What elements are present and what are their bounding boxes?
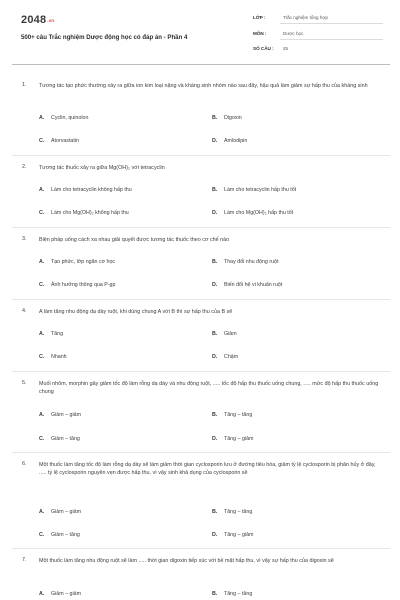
meta-key: LỚP : — [253, 15, 266, 20]
option-letter: B. — [212, 259, 218, 265]
question-divider — [12, 548, 390, 549]
option-text: Chậm — [224, 354, 239, 360]
option-letter: C. — [39, 138, 45, 144]
option-text: Nhanh — [51, 354, 67, 360]
meta-value: Trắc nghiệm tổng hợp — [283, 15, 328, 20]
question-text: Một thuốc làm tăng tốc độ làm rỗng dạ dày sẽ làm giảm thời gian cyclosporin lưu ở đường tiêu hóa, giảm tỷ lệ cyclosporin bị phân hủy ở đây, ..... tỷ lệ cyclosporin nguyên vẹn được hấp thu, vì vậy sinh khả dụng của cyclosporin sẽ — [39, 462, 376, 477]
option-d[interactable] — [212, 532, 253, 538]
option-text: Giảm — [224, 331, 237, 337]
option-b[interactable] — [212, 115, 242, 121]
option-letter: B. — [212, 509, 218, 515]
option-text: Cyclin, quinolon — [51, 115, 89, 121]
question-text: Tương tác tạo phức thường xảy ra giữa ion kim loại nặng và kháng sinh nhóm nào sau đây, hậu quả làm giảm sự hấp thu của kháng sinh — [39, 83, 368, 89]
option-b[interactable] — [212, 412, 252, 418]
meta-key: MÔN : — [253, 31, 267, 36]
question-text: Một thuốc làm tăng nhu động ruột sẽ làm ..... thời gian digoxin tiếp xúc với bề mặt hấp thu, vì vậy sự hấp thu của digoxin sẽ — [39, 558, 334, 564]
meta-key: SỐ CÂU : — [253, 46, 274, 51]
option-a[interactable] — [39, 591, 81, 597]
option-b[interactable] — [212, 331, 237, 337]
option-text: Digoxin — [224, 115, 242, 121]
option-text: Tăng – tăng — [224, 591, 253, 597]
option-text: Ảnh hưởng thông qua P-gp — [51, 282, 116, 288]
option-letter: D. — [212, 138, 218, 144]
option-letter: D. — [212, 354, 218, 360]
meta-divider — [280, 23, 383, 24]
document-header — [0, 0, 400, 62]
option-text: Giảm – giảm — [51, 509, 82, 515]
option-c[interactable] — [39, 282, 115, 288]
option-letter: A. — [39, 259, 45, 265]
option-letter: B. — [212, 187, 218, 193]
option-letter: B. — [212, 331, 218, 337]
option-text: Tăng – giảm — [224, 436, 254, 442]
option-b[interactable] — [212, 509, 252, 515]
option-c[interactable] — [39, 138, 79, 144]
question-number: 5. — [22, 380, 27, 386]
option-letter: B. — [212, 115, 218, 121]
option-c[interactable] — [39, 210, 129, 216]
question-number: 1. — [22, 82, 27, 88]
option-letter: C. — [39, 532, 45, 538]
question-divider — [12, 155, 390, 156]
option-letter: C. — [39, 210, 45, 216]
option-text: Atorvastatin — [51, 138, 79, 144]
option-text: Giảm – giảm — [51, 591, 82, 597]
question-divider — [12, 371, 390, 372]
question-text: Muối nhôm, morphin gây giảm tốc độ làm rỗng dạ dày và nhu động ruột, ..... tốc độ hấp thu thuốc uống chung, ..... mức độ hấp thu thuốc uống chung — [39, 381, 379, 396]
question-divider — [12, 299, 390, 300]
option-text: Tăng — [51, 331, 64, 337]
option-c[interactable] — [39, 532, 80, 538]
option-letter: B. — [212, 591, 218, 597]
option-text: Giảm – tăng — [51, 436, 80, 442]
option-a[interactable] — [39, 412, 81, 418]
option-d[interactable] — [212, 436, 253, 442]
option-d[interactable] — [212, 138, 247, 144]
option-a[interactable] — [39, 331, 63, 337]
option-text: Tăng – tăng — [224, 412, 253, 418]
logo-text: 2048 — [21, 14, 47, 26]
option-text: Tăng – giảm — [224, 532, 254, 538]
option-text: Thay đổi nhu động ruột — [224, 259, 279, 265]
option-letter: A. — [39, 187, 45, 193]
option-c[interactable] — [39, 436, 80, 442]
question-divider — [12, 227, 390, 228]
option-letter: C. — [39, 436, 45, 442]
option-text: Tạo phức, lớp ngăn cơ học — [51, 259, 116, 265]
option-text: Biến đổi hệ vi khuẩn ruột — [224, 282, 283, 288]
question-divider — [12, 452, 390, 453]
option-letter: A. — [39, 412, 45, 418]
question-number: 7. — [22, 557, 27, 563]
meta-value: 25 — [283, 46, 289, 51]
option-letter: D. — [212, 436, 218, 442]
option-letter: C. — [39, 282, 45, 288]
option-text: Giảm – giảm — [51, 412, 82, 418]
option-text: Amlodipin — [224, 138, 248, 144]
option-b[interactable] — [212, 591, 252, 597]
option-letter: A. — [39, 115, 45, 121]
question-number: 4. — [22, 308, 27, 314]
option-a[interactable] — [39, 187, 132, 193]
site-logo[interactable] — [21, 14, 54, 26]
question-text: Tương tác thuốc xảy ra giữa Mg(OH)₂ với tetracyclin — [39, 165, 165, 171]
question-number: 3. — [22, 236, 27, 242]
option-letter: A. — [39, 509, 45, 515]
question-number: 2. — [22, 164, 27, 170]
option-text: Làm cho tetracyclin không hấp thu — [51, 187, 132, 193]
option-letter: D. — [212, 282, 218, 288]
logo-suffix: .vn — [47, 18, 55, 23]
question-number: 6. — [22, 461, 27, 467]
option-text: Tăng – tăng — [224, 509, 253, 515]
option-b[interactable] — [212, 259, 278, 265]
option-c[interactable] — [39, 354, 67, 360]
option-letter: D. — [212, 532, 218, 538]
option-text: Làm cho Mg(OH)₂ không hấp thu — [51, 210, 129, 216]
option-b[interactable] — [212, 187, 296, 193]
option-a[interactable] — [39, 115, 88, 121]
option-letter: C. — [39, 354, 45, 360]
option-letter: A. — [39, 591, 45, 597]
question-text: Biện pháp uống cách xa nhau giải quyết được tương tác thuốc theo cơ chế nào — [39, 237, 230, 243]
option-d[interactable] — [212, 354, 238, 360]
page-title: 500+ câu Trắc nghiệm Dược động học có đáp án - Phần 4 — [21, 34, 188, 41]
header-divider — [12, 64, 390, 65]
meta-value: Dược học — [283, 31, 304, 36]
question-text: A làm tăng nhu động dạ dày ruột, khi dùng chung A với B thì sự hấp thu của B sẽ — [39, 309, 233, 315]
option-a[interactable] — [39, 259, 115, 265]
option-letter: D. — [212, 210, 218, 216]
option-text: Làm cho tetracyclin hấp thu tốt — [224, 187, 297, 193]
option-text: Giảm – tăng — [51, 532, 80, 538]
option-letter: B. — [212, 412, 218, 418]
option-letter: A. — [39, 331, 45, 337]
option-a[interactable] — [39, 509, 81, 515]
option-text: Làm cho Mg(OH)₂ hấp thu tốt — [224, 210, 294, 216]
option-d[interactable] — [212, 210, 293, 216]
meta-divider — [280, 39, 383, 40]
option-d[interactable] — [212, 282, 282, 288]
